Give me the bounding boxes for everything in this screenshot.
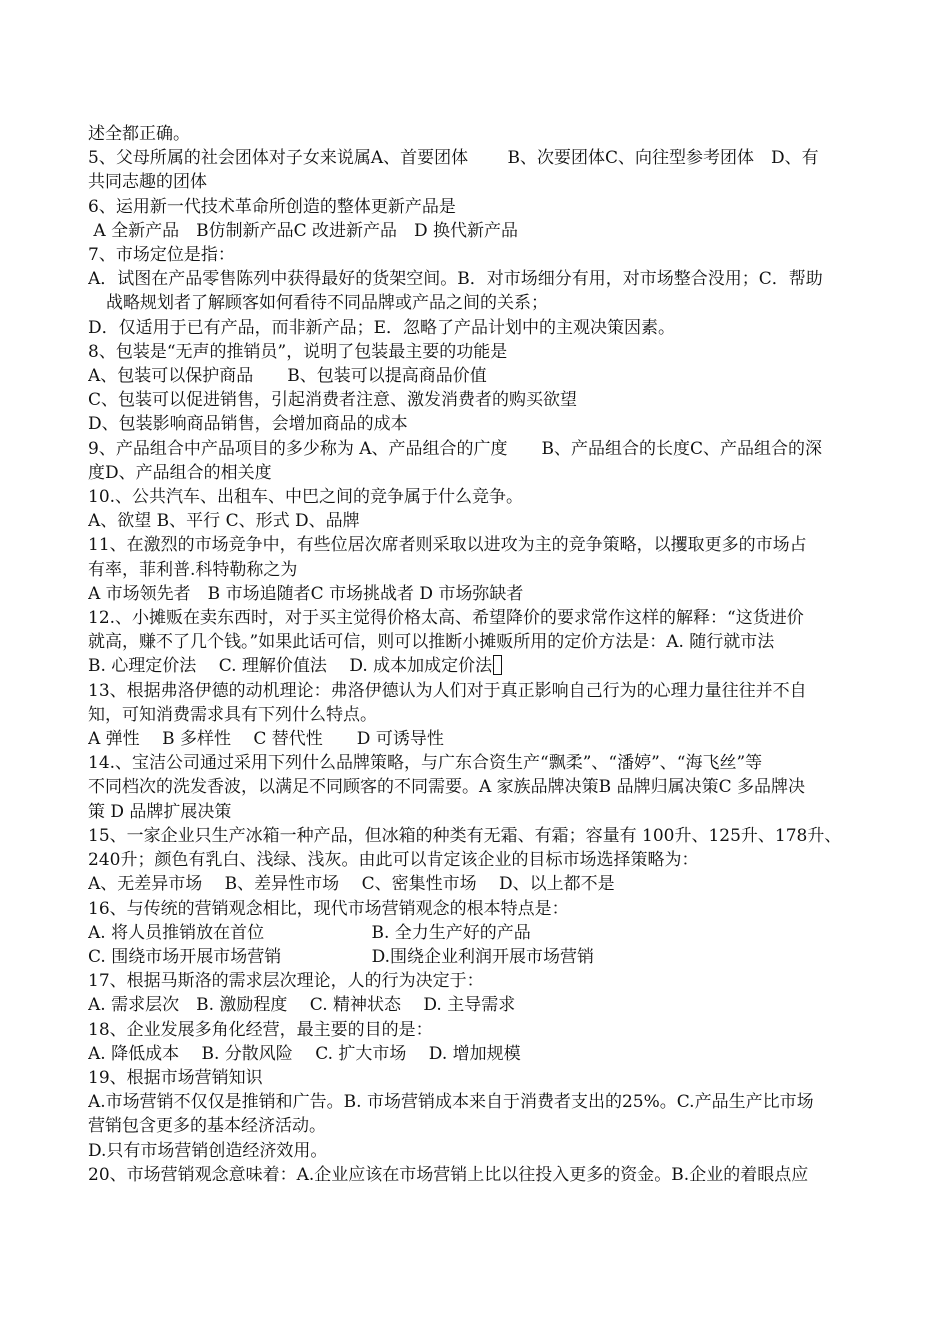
question-17: 17、根据马斯洛的需求层次理论，人的行为决定于：	[88, 971, 484, 992]
text-line: 不同档次的洗发香波，以满足不同顾客的不同需要。A 家族品牌决策B 品牌归属决策C 多品牌决	[88, 777, 805, 798]
options-line: C、包装可以促进销售，引起消费者注意、激发消费者的购买欲望	[88, 390, 578, 411]
options-line	[88, 654, 912, 678]
options-line: C. 围绕市场开展市场营销 D.围绕企业利润开展市场营销	[88, 946, 595, 967]
options-line: A 弹性 B 多样性 C 替代性 D 可诱导性	[88, 729, 444, 750]
question-6: 6、运用新一代技术革命所创造的整体更新产品是	[88, 196, 456, 217]
options-line: 战略规划者了解顾客如何看待不同品牌或产品之间的关系；	[106, 293, 548, 314]
question-9: 9、产品组合中产品项目的多少称为 A、产品组合的广度 B、产品组合的长度C、产品组合的深	[88, 438, 822, 459]
question-14: 14.、宝洁公司通过采用下列什么品牌策略，与广东合资生产“飘柔”、“潘婷”、“海飞丝”等	[88, 753, 763, 774]
text-line: 述全都正确。	[88, 124, 190, 144]
options-line: D、包装影响商品销售，会增加商品的成本	[88, 414, 408, 435]
question-20: 20、市场营销观念意味着：A.企业应该在市场营销上比以往投入更多的资金。B.企业的着眼点应	[88, 1164, 809, 1185]
text-line: 知，可知消费需求具有下列什么特点。	[88, 704, 377, 725]
question-8: 8、包装是“无声的推销员”，说明了包装最主要的功能是	[88, 341, 508, 362]
options-line: A. 需求层次 B. 激励程度 C. 精神状态 D. 主导需求	[88, 995, 516, 1016]
options-line: A. 降低成本 B. 分散风险 C. 扩大市场 D. 增加规模	[88, 1043, 521, 1064]
text-line: 240升；颜色有乳白、浅绿、浅灰。由此可以肯定该企业的目标市场选择策略为：	[88, 850, 699, 871]
question-10: 10.、公共汽车、出租车、中巴之间的竞争属于什么竞争。	[88, 487, 524, 508]
question-12: 12.、小摊贩在卖东西时，对于买主觉得价格太高、希望降价的要求常作这样的解释：“这货进价	[88, 608, 804, 629]
question-15: 15、一家企业只生产冰箱一种产品，但冰箱的种类有无霜、有霜；容量有 100升、125升、178升、	[88, 825, 842, 846]
options-line: A 市场领先者 B 市场追随者C 市场挑战者 D 市场弥缺者	[88, 583, 524, 604]
options-line: A. 将人员推销放在首位 B. 全力生产好的产品	[88, 922, 531, 943]
text-line: 共同志趣的团体	[88, 172, 207, 193]
options-line: A、包装可以保护商品 B、包装可以提高商品价值	[88, 366, 487, 387]
text-line: 就高，赚不了几个钱。”如果此话可信，则可以推断小摊贩所用的定价方法是：A. 随行就市法	[88, 632, 775, 653]
text-line: 度D、产品组合的相关度	[88, 462, 272, 483]
question-19: 19、根据市场营销知识	[88, 1067, 263, 1088]
question-18: 18、企业发展多角化经营，最主要的目的是：	[88, 1019, 433, 1040]
question-16: 16、与传统的营销观念相比，现代市场营销观念的根本特点是：	[88, 898, 569, 919]
options-line: A、无差异市场 B、差异性市场 C、密集性市场 D、以上都不是	[88, 874, 615, 895]
options-line: A.市场营销不仅仅是推销和广告。B. 市场营销成本来自于消费者支出的25%。C.产品生产比市场	[88, 1092, 814, 1113]
options-line: A．试图在产品零售陈列中获得最好的货架空间。B．对市场细分有用，对市场整合没用；C．帮助	[88, 269, 823, 290]
options-text: B. 心理定价法 C. 理解价值法 D. 成本加成定价法	[88, 656, 493, 677]
text-line: 有率，菲利普.科特勒称之为	[88, 559, 298, 580]
options-line: D．仅适用于已有产品，而非新产品；E．忽略了产品计划中的主观决策因素。	[88, 317, 676, 338]
question-13: 13、根据弗洛伊德的动机理论：弗洛伊德认为人们对于真正影响自己行为的心理力量往往并不自	[88, 680, 807, 701]
options-line: 营销包含更多的基本经济活动。	[88, 1116, 326, 1137]
options-line: D.只有市场营销创造经济效用。	[88, 1140, 328, 1161]
question-7: 7、市场定位是指：	[88, 245, 235, 266]
question-5: 5、父母所属的社会团体对子女来说属A、首要团体 B、次要团体C、向往型参考团体 D、有	[88, 148, 819, 169]
question-11: 11、在激烈的市场竞争中，有些位居次席者则采取以进攻为主的竞争策略，以攫取更多的市场占	[88, 535, 807, 556]
text-line: 策 D 品牌扩展决策	[88, 801, 232, 822]
text-cursor-box	[493, 655, 502, 675]
options-line: A 全新产品 B仿制新产品C 改进新产品 D 换代新产品	[88, 220, 519, 241]
options-line: A、欲望 B、平行 C、形式 D、品牌	[88, 511, 360, 532]
document-page	[88, 122, 912, 1187]
